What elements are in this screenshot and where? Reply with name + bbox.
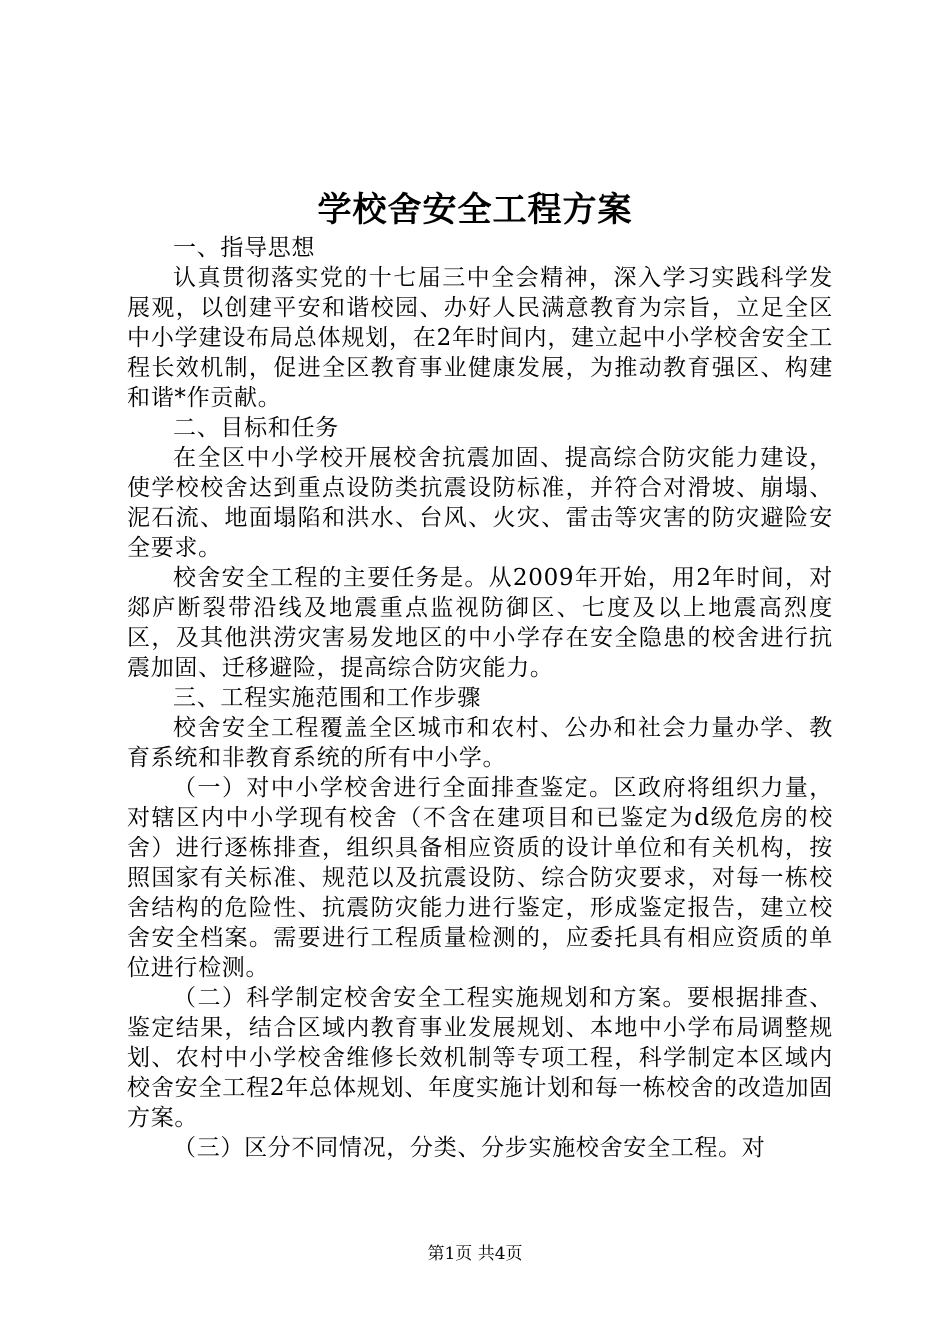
section-heading: 一、指导思想 (173, 235, 316, 261)
section-heading: 三、工程实施范围和工作步骤 (173, 685, 482, 711)
paragraph: （一）对中小学校舍进行全面排查鉴定。区政府将组织力量，对辖区内中小学现有校舍（不含在建项目和已鉴定为d级危房的校舍）进行逐栋排查，组织具备相应资质的设计单位和有关机构，按照国家有关标准、规范以及抗震设防、综合防灾要求，对每一栋校舍结构的危险性、抗震防灾能力进行鉴定，形成鉴定报告，建立校舍安全档案。需要进行工程质量检测的，应委托具有相应资质的单位进行检测。 (127, 775, 833, 981)
paragraph: 校舍安全工程覆盖全区城市和农村、公办和社会力量办学、教育系统和非教育系统的所有中小学。 (127, 715, 833, 771)
paragraph: （三）区分不同情况，分类、分步实施校舍安全工程。对 (173, 1135, 766, 1161)
paragraph: （二）科学制定校舍安全工程实施规划和方案。要根据排查、鉴定结果，结合区域内教育事业发展规划、本地中小学布局调整规划、农村中小学校舍维修长效机制等专项工程，科学制定本区域内校舍安全工程2年总体规划、年度实施计划和每一栋校舍的改造加固方案。 (127, 985, 833, 1131)
document-body (127, 233, 833, 1163)
paragraph: 认真贯彻落实党的十七届三中全会精神，深入学习实践科学发展观，以创建平安和谐校园、办好人民满意教育为宗旨，立足全区中小学建设布局总体规划，在2年时间内，建立起中小学校舍安全工程长效机制，促进全区教育事业健康发展，为推动教育强区、构建和谐*作贡献。 (127, 265, 833, 411)
section-heading: 二、目标和任务 (173, 415, 339, 441)
page-footer: 第1页 共4页 (427, 1244, 523, 1264)
paragraph: 在全区中小学校开展校舍抗震加固、提高综合防灾能力建设，使学校校舍达到重点设防类抗震设防标准，并符合对滑坡、崩塌、泥石流、地面塌陷和洪水、台风、火灾、雷击等灾害的防灾避险安全要求。 (127, 445, 833, 561)
paragraph: 校舍安全工程的主要任务是。从2009年开始，用2年时间，对郯庐断裂带沿线及地震重点监视防御区、七度及以上地震高烈度区，及其他洪涝灾害易发地区的中小学存在安全隐患的校舍进行抗震加固、迁移避险，提高综合防灾能力。 (127, 565, 833, 681)
document-title: 学校舍安全工程方案 (317, 190, 633, 230)
